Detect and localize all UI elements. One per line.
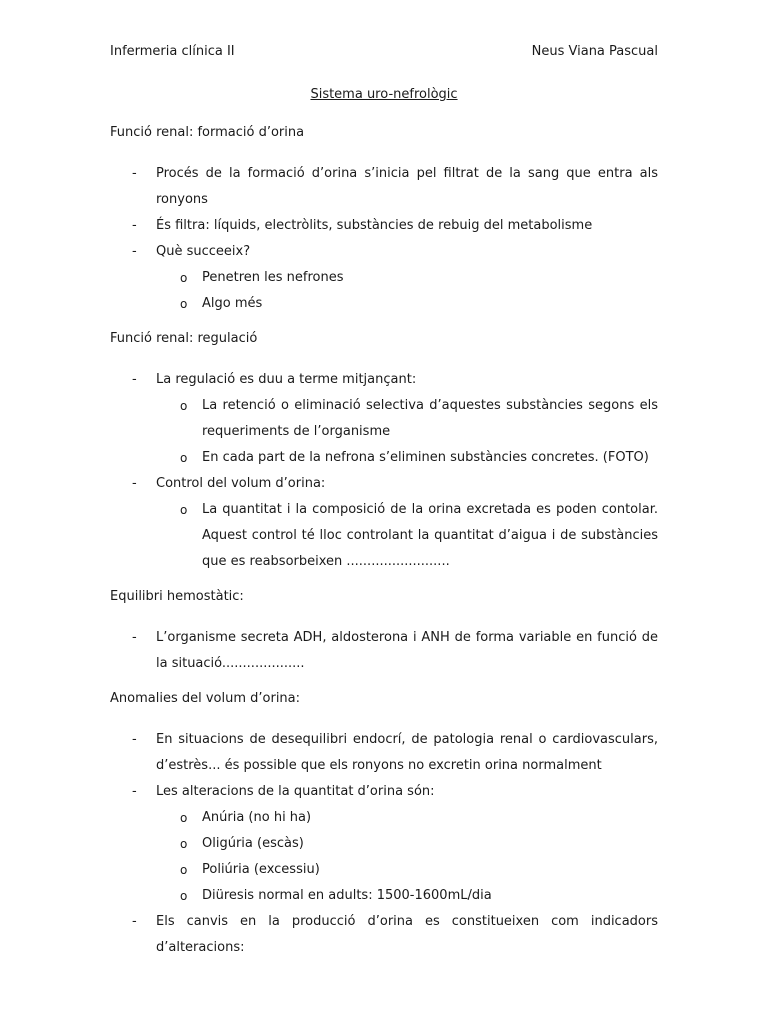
list-item	[110, 161, 658, 213]
circle-marker: o	[180, 271, 188, 285]
list-item-text: L’organisme secreta ADH, aldosterona i ANH de forma variable en funció de la situació....................	[156, 630, 658, 671]
circle-marker: o	[180, 863, 188, 877]
sub-item-text: Penetren les nefrones	[202, 270, 344, 285]
list-item	[110, 213, 658, 239]
sub-item-text: La retenció o eliminació selectiva d’aquestes substàncies segons els requeriments de l’organisme	[202, 398, 658, 439]
sub-list-item	[156, 805, 658, 831]
sub-item-text: Poliúria (excessiu)	[202, 862, 320, 877]
sub-item-text: Diüresis normal en adults: 1500-1600mL/dia	[202, 888, 492, 903]
list-item-text: Les alteracions de la quantitat d’orina són:	[156, 784, 435, 799]
list-item	[110, 367, 658, 471]
list-item-text: La regulació es duu a terme mitjançant:	[156, 372, 417, 387]
circle-marker: o	[180, 811, 188, 825]
list-item-text: En situacions de desequilibri endocrí, de patologia renal o cardiovasculars, d’estrès... és possible que els ronyons no excretin orina normalment	[156, 732, 658, 773]
sub-item-text: Oligúria (escàs)	[202, 836, 304, 851]
section-heading: Anomalies del volum d’orina:	[110, 691, 301, 706]
dash-marker: -	[132, 244, 137, 259]
sub-list	[156, 393, 658, 471]
dash-marker: -	[132, 476, 137, 491]
sub-list-item	[156, 393, 658, 445]
header-course: Infermeria clínica II	[110, 44, 235, 59]
sub-list-item	[156, 265, 658, 291]
list-item-text: Control del volum d’orina:	[156, 476, 326, 491]
sub-list	[156, 497, 658, 575]
sub-list	[156, 265, 658, 317]
circle-marker: o	[180, 889, 188, 903]
list-item	[110, 909, 658, 961]
list-item	[110, 779, 658, 909]
sub-list-item	[156, 883, 658, 909]
sub-item-text: Anúria (no hi ha)	[202, 810, 312, 825]
document-title: Sistema uro-nefrològic	[310, 87, 458, 102]
bullet-list	[110, 727, 658, 961]
list-item-text: Els canvis en la producció d’orina es constitueixen com indicadors d’alteracions:	[156, 914, 658, 955]
dash-marker: -	[132, 914, 137, 929]
list-item	[110, 727, 658, 779]
sub-list-item	[156, 291, 658, 317]
sub-item-text: La quantitat i la composició de la orina excretada es poden contolar. Aquest control té lloc controlant la quantitat d’aigua i de substàncies que es reabsorbeixen .........................	[202, 502, 658, 569]
list-item	[110, 471, 658, 575]
circle-marker: o	[180, 297, 188, 311]
section-heading: Funció renal: regulació	[110, 331, 258, 346]
section-heading: Equilibri hemostàtic:	[110, 589, 244, 604]
sub-item-text: En cada part de la nefrona s’eliminen substàncies concretes. (FOTO)	[202, 450, 649, 465]
sub-list-item	[156, 497, 658, 575]
circle-marker: o	[180, 451, 188, 465]
sub-list-item	[156, 445, 658, 471]
section-heading: Funció renal: formació d’orina	[110, 125, 305, 140]
bullet-list	[110, 367, 658, 575]
sub-list-item	[156, 857, 658, 883]
dash-marker: -	[132, 732, 137, 747]
circle-marker: o	[180, 837, 188, 851]
list-item-text: Procés de la formació d’orina s’inicia pel filtrat de la sang que entra als ronyons	[156, 166, 658, 207]
circle-marker: o	[180, 399, 188, 413]
sub-list	[156, 805, 658, 909]
list-item-text: Què succeeix?	[156, 244, 251, 259]
sub-item-text: Algo més	[202, 296, 263, 311]
bullet-list	[110, 625, 658, 677]
list-item-text: És filtra: líquids, electròlits, substàncies de rebuig del metabolisme	[156, 218, 593, 233]
dash-marker: -	[132, 630, 137, 645]
document-body	[110, 123, 658, 973]
list-item	[110, 239, 658, 317]
document-page	[110, 0, 658, 1024]
list-item	[110, 625, 658, 677]
dash-marker: -	[132, 784, 137, 799]
page-header	[110, 43, 658, 61]
bullet-list	[110, 161, 658, 317]
sub-list-item	[156, 831, 658, 857]
dash-marker: -	[132, 372, 137, 387]
header-author: Neus Viana Pascual	[531, 44, 658, 59]
dash-marker: -	[132, 218, 137, 233]
circle-marker: o	[180, 503, 188, 517]
dash-marker: -	[132, 166, 137, 181]
